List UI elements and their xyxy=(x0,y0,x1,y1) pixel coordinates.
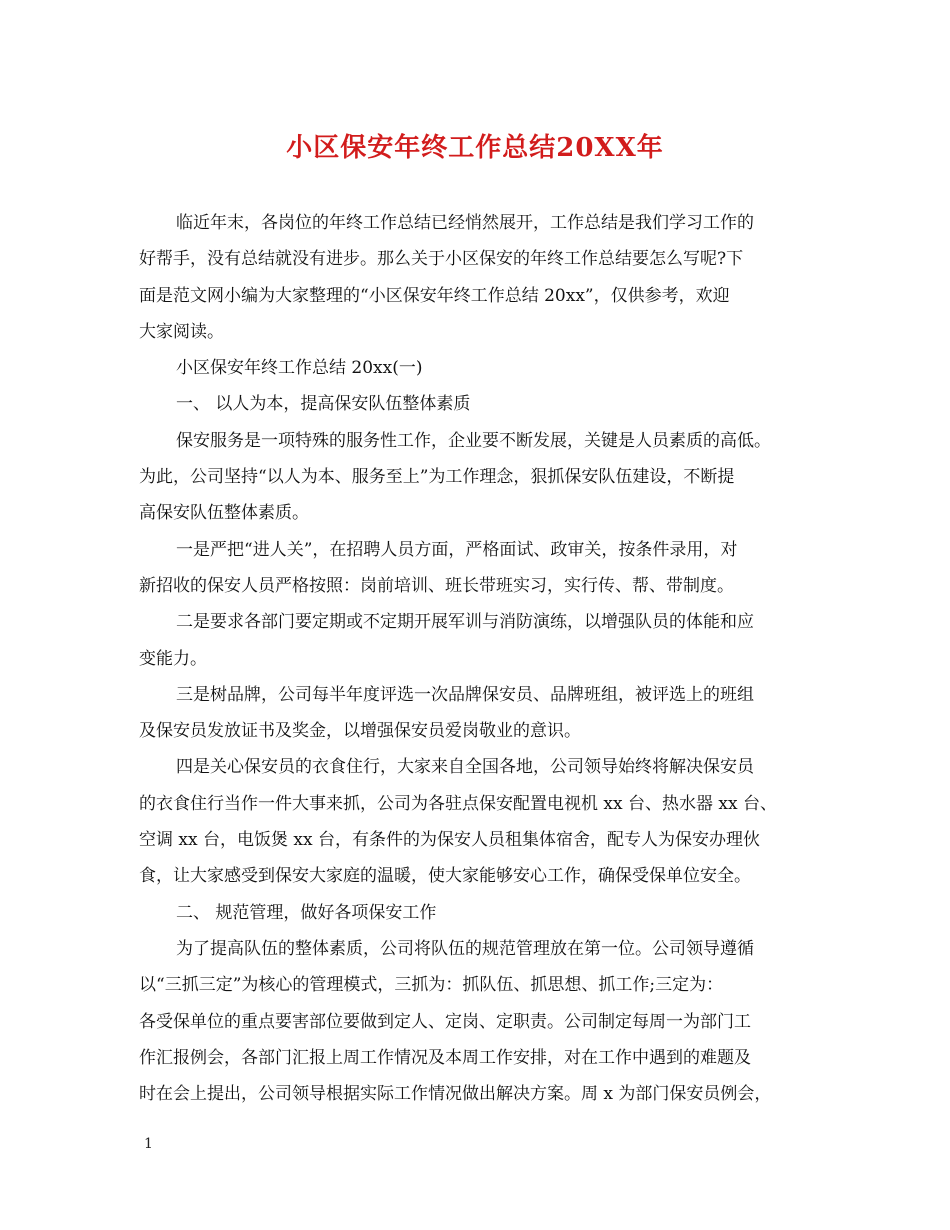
paragraph-line: 好帮手，没有总结就没有进步。那么关于小区保安的年终工作总结要怎么写呢?下 xyxy=(139,249,744,270)
section-heading: 一、 以人为本，提高保安队伍整体素质 xyxy=(176,394,471,415)
paragraph-line: 三是树品牌，公司每半年度评选一次品牌保安员、品牌班组，被评选上的班组 xyxy=(176,684,754,705)
paragraph-line: 大家阅读。 xyxy=(139,321,224,342)
document-title: 小区保安年终工作总结20XX年 xyxy=(286,133,664,163)
paragraph-line: 一是严把“进人关”，在招聘人员方面，严格面试、政审关，按条件录用，对 xyxy=(176,539,738,560)
paragraph-line: 临近年末，各岗位的年终工作总结已经悄然展开，工作总结是我们学习工作的 xyxy=(176,213,754,233)
paragraph-line: 空调 xx 台，电饭煲 xx 台，有条件的为保安人员租集体宿舍，配专人为保安办理伙 xyxy=(139,830,760,851)
page-number: 1 xyxy=(144,1136,153,1152)
paragraph-line: 食，让大家感受到保安大家庭的温暖，使大家能够安心工作，确保受保单位安全。 xyxy=(139,866,751,887)
paragraph-line: 为了提高队伍的整体素质，公司将队伍的规范管理放在第一位。公司领导遵循 xyxy=(176,938,754,959)
paragraph-line: 变能力。 xyxy=(139,648,207,669)
section-heading: 小区保安年终工作总结 20xx(一) xyxy=(176,358,423,379)
paragraph-line: 及保安员发放证书及奖金，以增强保安员爱岗敬业的意识。 xyxy=(139,721,581,742)
section-heading: 二、 规范管理，做好各项保安工作 xyxy=(176,902,437,923)
paragraph-line: 各受保单位的重点要害部位要做到定人、定岗、定职责。公司制定每周一为部门工 xyxy=(139,1011,751,1032)
paragraph-line: 以“三抓三定”为核心的管理模式，三抓为：抓队伍、抓思想、抓工作;三定为： xyxy=(139,975,724,996)
paragraph-line: 作汇报例会，各部门汇报上周工作情况及本周工作安排，对在工作中遇到的难题及 xyxy=(139,1047,751,1068)
document-body xyxy=(139,205,819,1112)
paragraph-line: 四是关心保安员的衣食住行，大家来自全国各地，公司领导始终将解决保安员 xyxy=(176,757,754,778)
paragraph-line: 面是范文网小编为大家整理的“小区保安年终工作总结 20xx”，仅供参考，欢迎 xyxy=(139,285,730,306)
paragraph-line: 高保安队伍整体素质。 xyxy=(139,503,309,524)
paragraph-line: 时在会上提出，公司领导根据实际工作情况做出解决方案。周 x 为部门保安员例会， xyxy=(139,1084,772,1105)
paragraph-line: 二是要求各部门要定期或不定期开展军训与消防演练，以增强队员的体能和应 xyxy=(176,612,754,633)
paragraph-line: 的衣食住行当作一件大事来抓，公司为各驻点保安配置电视机 xx 台、热水器 xx 台、 xyxy=(139,793,777,814)
paragraph-line: 为此，公司坚持“以人为本、服务至上”为工作理念，狠抓保安队伍建设，不断提 xyxy=(139,467,735,488)
paragraph-line: 保安服务是一项特殊的服务性工作，企业要不断发展，关键是人员素质的高低。 xyxy=(176,430,771,451)
paragraph-line: 新招收的保安人员严格按照：岗前培训、班长带班实习，实行传、帮、带制度。 xyxy=(139,575,734,596)
